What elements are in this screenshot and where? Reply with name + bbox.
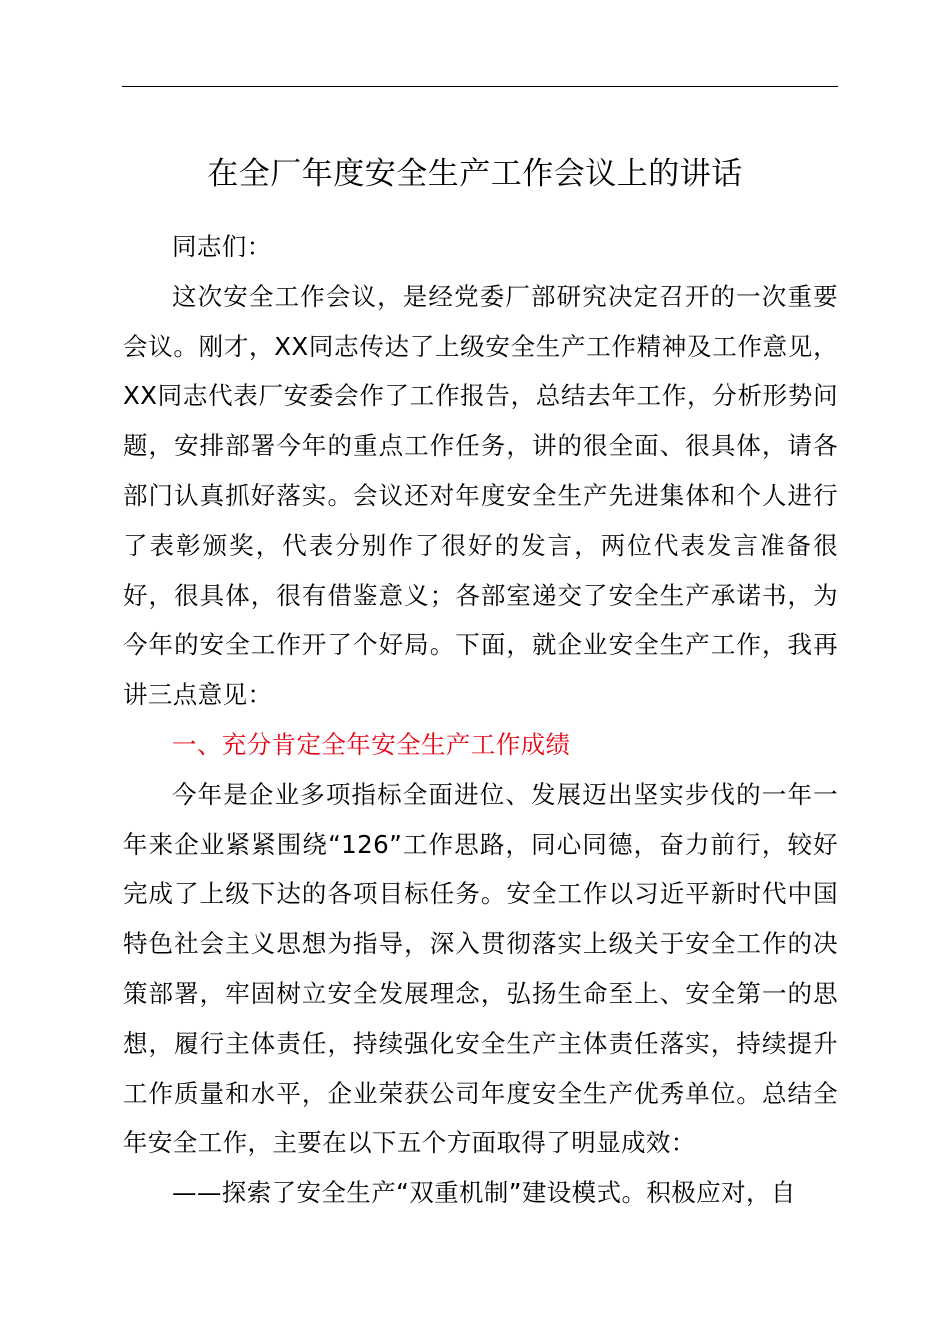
section-heading: 一、充分肯定全年安全生产工作成绩 — [172, 729, 571, 759]
salutation: 同志们： — [172, 232, 272, 261]
header-rule — [122, 86, 838, 87]
paragraph-intro: 这次安全工作会议，是经党委厂部研究决定召开的一次重要会议。刚才，XX同志传达了上级安全生产工作精神及工作意见，XX同志代表厂安委会作了工作报告，总结去年工作，分析形势问题，安排部署今年的重点工作任务，讲的很全面、很具体，请各部门认真抓好落实。会议还对年度安全生产先进集体和个人进行了表彰颁奖，代表分别作了很好的发言，两位代表发言准备很好，很具体，很有借鉴意义；各部室递交了安全生产承诺书，为今年的安全工作开了个好局。下面，就企业安全生产工作，我再讲三点意见： — [123, 281, 838, 710]
document-body — [123, 222, 838, 1218]
paragraph-achievements: 今年是企业多项指标全面进位、发展迈出坚实步伐的一年一年来企业紧紧围绕“126”工作思路，同心同德，奋力前行，较好完成了上级下达的各项目标任务。安全工作以习近平新时代中国特色社会主义思想为指导，深入贯彻落实上级关于安全工作的决策部署，牢固树立安全发展理念，弘扬生命至上、安全第一的思想，履行主体责任，持续强化安全生产主体责任落实，持续提升工作质量和水平，企业荣获公司年度安全生产优秀单位。总结全年安全工作，主要在以下五个方面取得了明显成效： — [123, 779, 838, 1158]
document-title: 在全厂年度安全生产工作会议上的讲话 — [207, 156, 743, 192]
paragraph-dual-mechanism: ——探索了安全生产“双重机制”建设模式。积极应对，自 — [172, 1178, 796, 1208]
